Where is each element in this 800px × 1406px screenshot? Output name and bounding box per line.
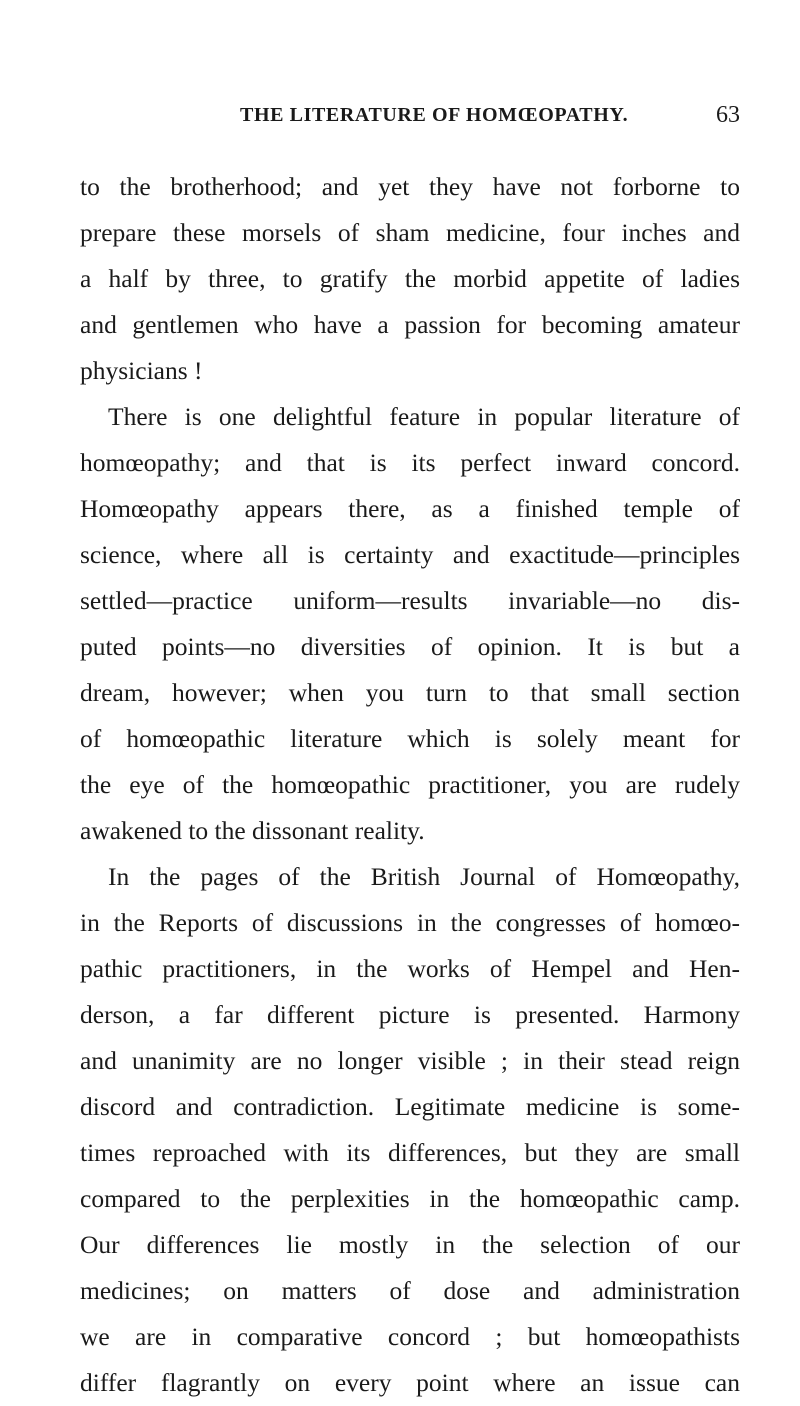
text-line: differ flagrantly on every point where an issue can — [80, 1368, 740, 1397]
running-title: THE LITERATURE OF HOMŒOPATHY. — [240, 104, 629, 126]
text-line: In the pages of the British Journal of Homœopathy, — [108, 862, 740, 891]
running-head — [240, 104, 740, 134]
text-line: awakened to the dissonant reality. — [80, 816, 425, 845]
text-line: of homœopathic literature which is solely meant for — [80, 724, 740, 753]
text-line: derson, a far different picture is presented. Harmony — [80, 1000, 740, 1029]
text-line: compared to the perplexities in the homœopathic camp. — [80, 1184, 740, 1213]
text-line: medicines; on matters of dose and administration — [80, 1276, 740, 1305]
text-line: Our differences lie mostly in the selection of our — [80, 1230, 740, 1259]
text-line: homœopathy; and that is its perfect inward concord. — [80, 448, 740, 477]
body-text — [80, 164, 740, 1406]
text-line: physicians ! — [80, 356, 203, 385]
text-line: discord and contradiction. Legitimate medicine is some- — [80, 1092, 740, 1121]
text-line: and gentlemen who have a passion for becoming amateur — [80, 310, 740, 339]
text-line: Homœopathy appears there, as a finished temple of — [80, 494, 740, 523]
text-line: pathic practitioners, in the works of Hempel and Hen- — [80, 954, 740, 983]
text-line: puted points—no diversities of opinion. It is but a — [80, 632, 740, 661]
text-line: prepare these morsels of sham medicine, four inches and — [80, 218, 740, 247]
text-line: times reproached with its differences, but they are small — [80, 1138, 740, 1167]
text-line: to the brotherhood; and yet they have not forborne to — [80, 172, 740, 201]
text-line: science, where all is certainty and exactitude—principles — [80, 540, 740, 569]
page-number: 63 — [716, 102, 740, 128]
text-line: we are in comparative concord ; but homœopathists — [80, 1322, 740, 1351]
text-line: the eye of the homœopathic practitioner, you are rudely — [80, 770, 740, 799]
text-line: a half by three, to gratify the morbid appetite of ladies — [80, 264, 740, 293]
text-line: and unanimity are no longer visible ; in their stead reign — [80, 1046, 740, 1075]
text-line: dream, however; when you turn to that small section — [80, 678, 740, 707]
text-line: settled—practice uniform—results invariable—no dis- — [80, 586, 740, 615]
text-line: There is one delightful feature in popular literature of — [108, 402, 740, 431]
text-line: in the Reports of discussions in the congresses of homœo- — [80, 908, 740, 937]
